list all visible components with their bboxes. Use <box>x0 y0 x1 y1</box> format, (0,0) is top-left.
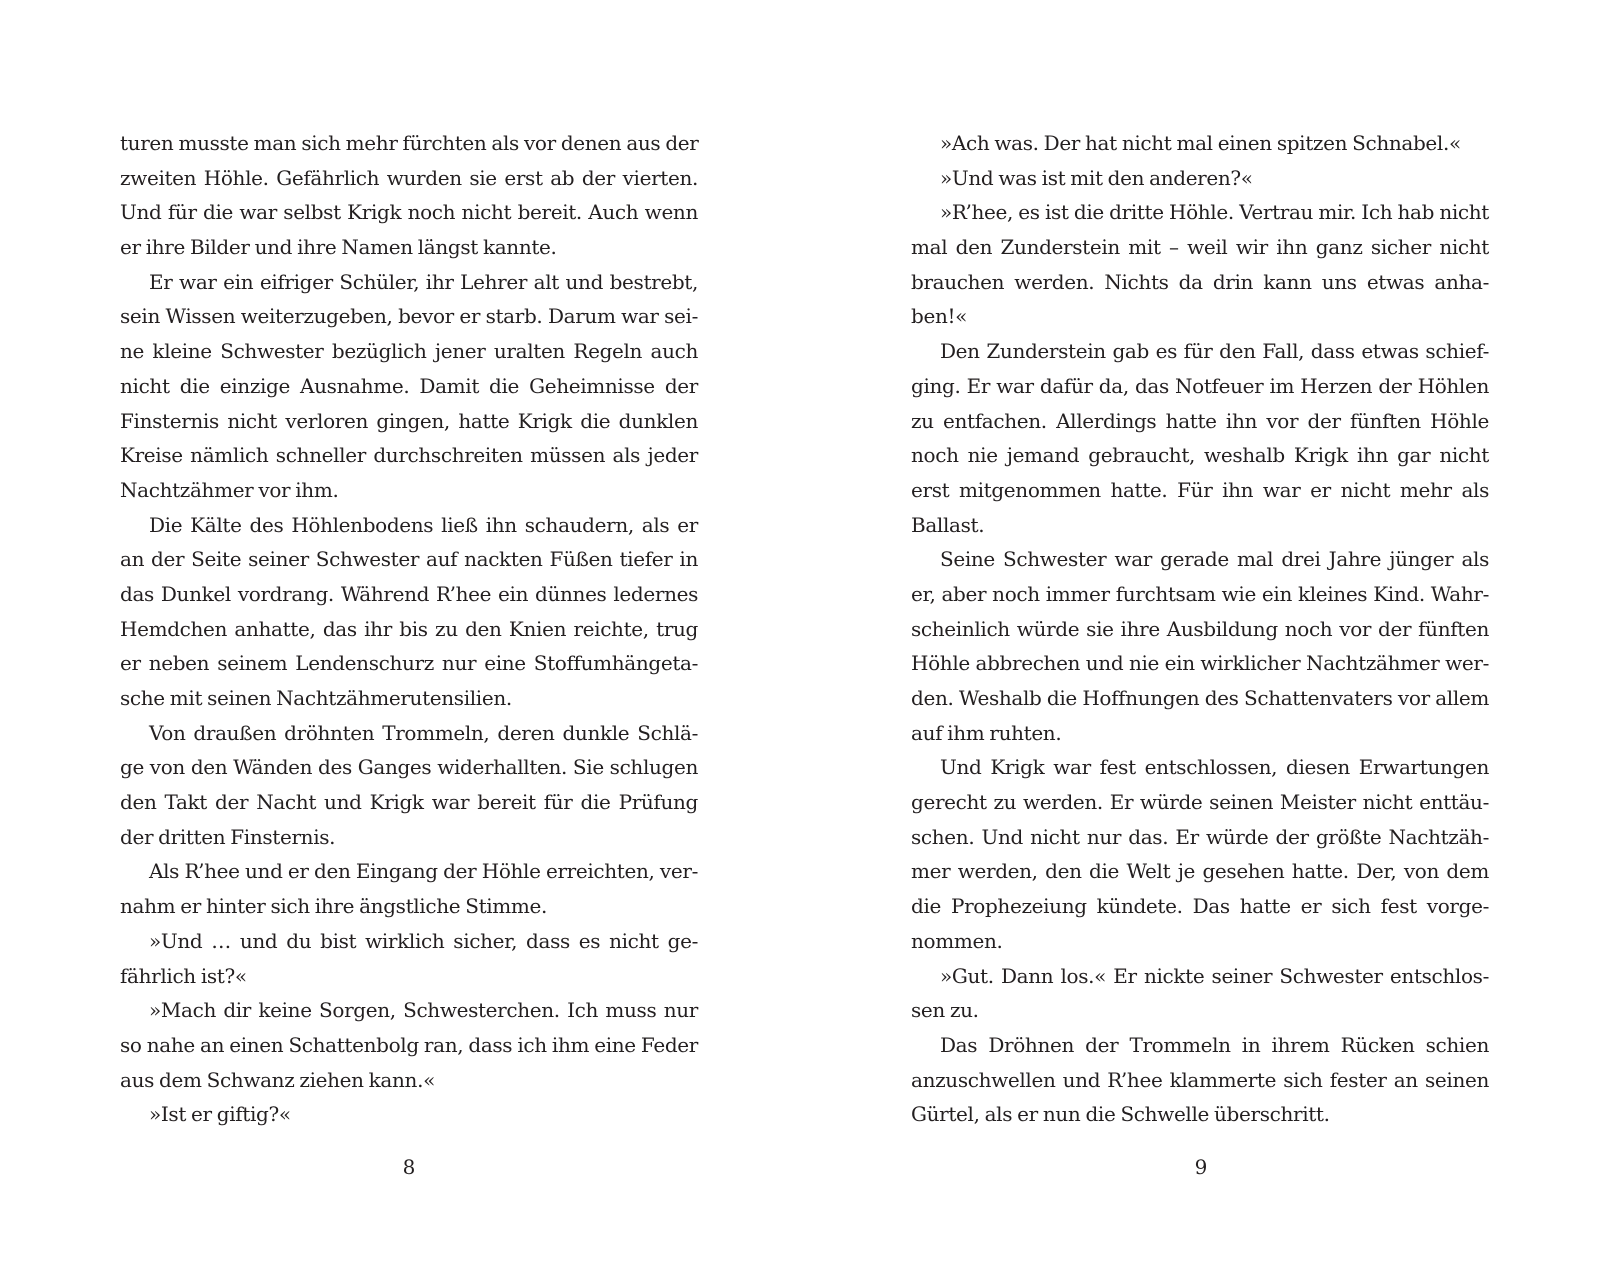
text-line: nommen. <box>911 928 1003 953</box>
text-line: scheinlich würde sie ihre Ausbildung noch vor der fünften <box>911 616 1489 641</box>
text-line: schen. Und nicht nur das. Er würde der größte Nachtzäh- <box>911 824 1489 849</box>
text-line: Und Krigk war fest entschlossen, diesen Erwartungen <box>940 755 1489 780</box>
text-line: mer werden, den die Welt je gesehen hatte. Der, von dem <box>911 859 1489 884</box>
text-line: »Mach dir keine Sorgen, Schwesterchen. Ich muss nur <box>149 998 698 1023</box>
text-line: so nahe an einen Schattenbolg ran, dass ich ihm eine Feder <box>120 1032 698 1057</box>
text-line: Gürtel, als er nun die Schwelle überschritt. <box>911 1102 1330 1127</box>
left-page-text <box>120 126 698 1132</box>
text-line: er neben seinem Lendenschurz nur eine Stoffumhängeta- <box>120 651 698 676</box>
text-line: zweiten Höhle. Gefährlich wurden sie erst ab der vierten. <box>120 165 698 190</box>
text-line: nicht die einzige Ausnahme. Damit die Geheimnisse der <box>120 373 698 398</box>
text-line: der dritten Finsternis. <box>120 824 336 849</box>
text-line: »Ist er giftig?« <box>149 1102 291 1127</box>
text-line: gerecht zu werden. Er würde seinen Meister nicht enttäu- <box>911 790 1489 815</box>
text-line: »Ach was. Der hat nicht mal einen spitzen Schnabel.« <box>940 131 1461 155</box>
text-line: sein Wissen weiterzugeben, bevor er starb. Darum war sei- <box>120 304 698 329</box>
text-line: zu entfachen. Allerdings hatte ihn vor der fünften Höhle <box>911 408 1489 433</box>
text-line: Ballast. <box>911 512 985 537</box>
text-line: er ihre Bilder und ihre Namen längst kannte. <box>120 235 557 260</box>
text-line: nahm er hinter sich ihre ängstliche Stimme. <box>120 894 548 919</box>
text-line: Das Dröhnen der Trommeln in ihrem Rücken schien <box>940 1032 1489 1057</box>
page-number-right: 9 <box>1194 1155 1208 1179</box>
text-line: den. Weshalb die Hoffnungen des Schattenvaters vor allem <box>911 686 1489 710</box>
text-line: ging. Er war dafür da, das Notfeuer im Herzen der Höhlen <box>911 373 1489 398</box>
text-line: Den Zunderstein gab es für den Fall, dass etwas schief- <box>940 339 1489 364</box>
text-line: »Und was ist mit den anderen?« <box>940 165 1253 190</box>
text-line: noch nie jemand gebraucht, weshalb Krigk ihn gar nicht <box>911 443 1489 468</box>
text-line: auf ihm ruhten. <box>911 720 1062 745</box>
text-line: Und für die war selbst Krigk noch nicht bereit. Auch wenn <box>120 200 698 225</box>
text-line: er, aber noch immer furchtsam wie ein kleines Kind. Wahr- <box>911 581 1489 606</box>
text-line: ne kleine Schwester bezüglich jener uralten Regeln auch <box>120 339 698 364</box>
text-line: die Prophezeiung kündete. Das hatte er sich fest vorge- <box>911 894 1489 919</box>
text-line: Als R’hee und er den Eingang der Höhle erreichten, ver- <box>149 859 698 884</box>
text-line: Seine Schwester war gerade mal drei Jahre jünger als <box>940 547 1489 572</box>
text-line: an der Seite seiner Schwester auf nackten Füßen tiefer in <box>120 547 698 572</box>
text-line: Von draußen dröhnten Trommeln, deren dunkle Schlä- <box>149 720 698 745</box>
page-number-left: 8 <box>402 1155 416 1179</box>
text-line: Hemdchen anhatte, das ihr bis zu den Knien reichte, trug <box>120 616 698 641</box>
text-line: erst mitgenommen hatte. Für ihn war er nicht mehr als <box>911 477 1489 502</box>
text-line: ge von den Wänden des Ganges widerhallten. Sie schlugen <box>120 755 698 780</box>
text-line: turen musste man sich mehr fürchten als vor denen aus der <box>120 131 699 155</box>
text-line: Finsternis nicht verloren gingen, hatte Krigk die dunklen <box>120 408 698 433</box>
text-line: brauchen werden. Nichts da drin kann uns etwas anha- <box>911 269 1489 294</box>
text-line: Die Kälte des Höhlenbodens ließ ihn schaudern, als er <box>149 512 698 537</box>
text-line: Kreise nämlich schneller durchschreiten müssen als jeder <box>120 443 698 468</box>
text-line: »Gut. Dann los.« Er nickte seiner Schwester entschlos- <box>940 963 1489 988</box>
text-line: das Dunkel vordrang. Während R’hee ein dünnes ledernes <box>120 581 698 606</box>
text-line: mal den Zunderstein mit – weil wir ihn ganz sicher nicht <box>911 235 1489 260</box>
text-line: Höhle abbrechen und nie ein wirklicher Nachtzähmer wer- <box>911 651 1489 676</box>
text-line: »Und … und du bist wirklich sicher, dass es nicht ge- <box>149 928 698 953</box>
text-line: aus dem Schwanz ziehen kann.« <box>120 1067 435 1092</box>
text-line: Nachtzähmer vor ihm. <box>120 477 339 502</box>
text-line: sen zu. <box>911 998 979 1023</box>
right-page-text <box>911 126 1489 1132</box>
text-line: anzuschwellen und R’hee klammerte sich fester an seinen <box>911 1067 1489 1092</box>
text-line: den Takt der Nacht und Krigk war bereit für die Prüfung <box>120 790 698 815</box>
text-line: ben!« <box>911 304 968 329</box>
text-line: »R’hee, es ist die dritte Höhle. Vertrau mir. Ich hab nicht <box>940 200 1489 225</box>
text-line: Er war ein eifriger Schüler, ihr Lehrer alt und bestrebt, <box>149 269 698 294</box>
text-line: fährlich ist?« <box>120 963 247 988</box>
text-line: sche mit seinen Nachtzähmerutensilien. <box>120 686 512 710</box>
